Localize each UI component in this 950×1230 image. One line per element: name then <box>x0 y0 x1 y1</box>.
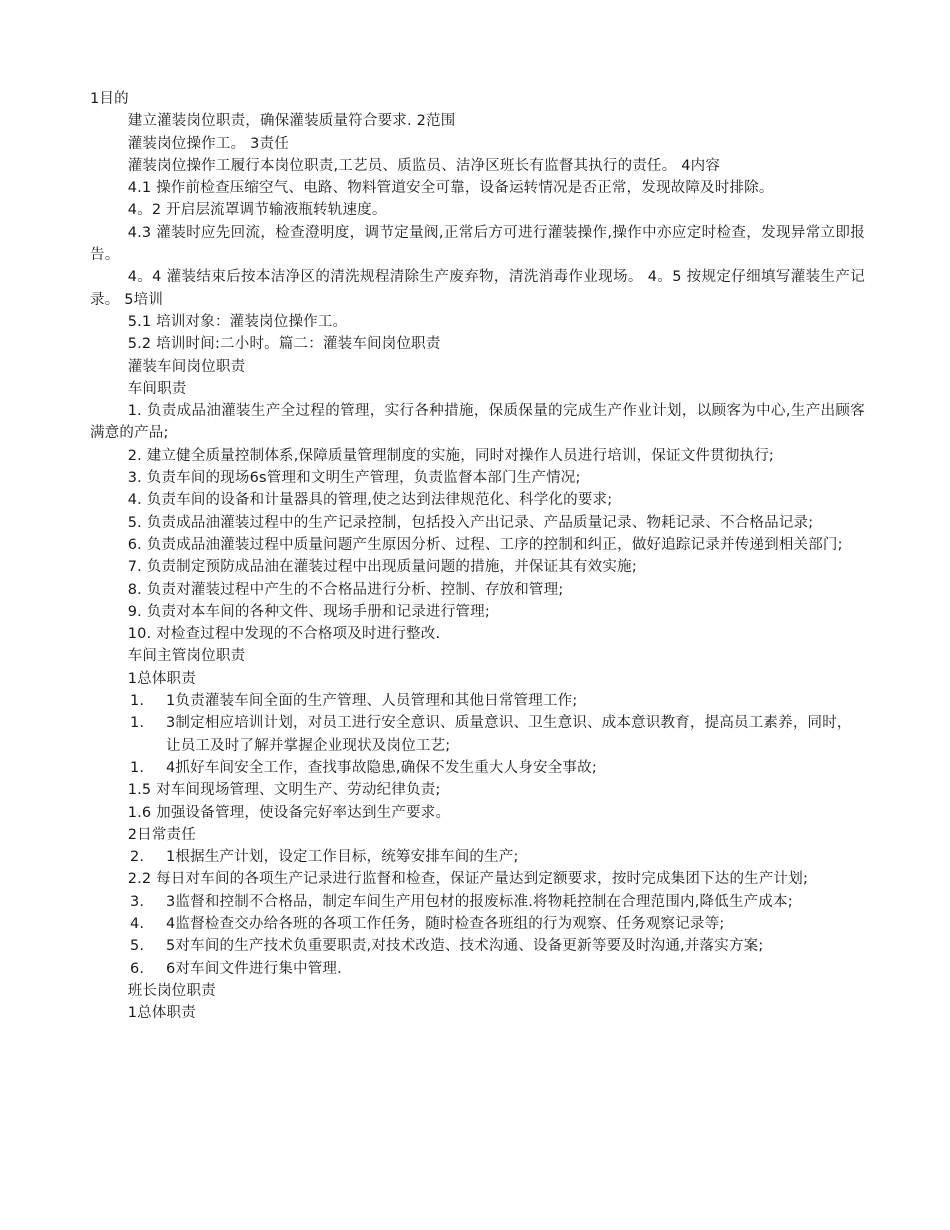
paragraph-text: 1.5 对车间现场管理、文明生产、劳动纪律负责; <box>127 782 441 799</box>
paragraph <box>90 88 865 110</box>
paragraph <box>90 868 865 890</box>
paragraph-text: 4.3 灌装时应先回流，检查澄明度，调节定量阀,正常后方可进行灌装操作,操作中亦应定时检查，发现异常立即报告。 <box>90 224 865 264</box>
paragraph <box>90 445 865 467</box>
paragraph-text: 4. 负责车间的设备和计量器具的管理,使之达到法律规范化、科学化的要求; <box>127 492 613 509</box>
paragraph <box>90 601 865 623</box>
paragraph-text: 车间主管岗位职责 <box>127 648 246 665</box>
paragraph <box>90 668 865 690</box>
paragraph-text: 1目的 <box>90 91 129 107</box>
paragraph-text: 4。4 灌装结束后按本洁净区的清洗规程清除生产废弃物，清洗消毒作业现场。 4。5 按规定仔细填写灌装生产记录。 5培训 <box>90 269 865 308</box>
paragraph-text: 6. 负责成品油灌装过程中质量问题产生原因分析、过程、工序的控制和纠正，做好追踪记录并传递到相关部门; <box>127 536 843 553</box>
paragraph <box>90 712 865 757</box>
paragraph-text: 1.6 加强设备管理，使设备完好率达到生产要求。 <box>127 804 451 821</box>
paragraph-text: 3. 负责车间的现场6s管理和文明生产管理，负责监督本部门生产情况; <box>127 470 581 487</box>
list-number: 6. <box>130 960 145 977</box>
paragraph-text: 2.2 每日对车间的各项生产记录进行监督和检查，保证产量达到定额要求，按时完成集团下达的生产计划; <box>127 871 809 888</box>
paragraph-text: 灌装岗位操作工履行本岗位职责,工艺员、质监员、洁净区班长有监督其执行的责任。 4内容 <box>127 157 721 174</box>
paragraph <box>90 958 865 980</box>
paragraph-text: 9. 负责对本车间的各种文件、现场手册和记录进行管理; <box>127 603 490 620</box>
paragraph <box>90 690 865 712</box>
paragraph-text: 1总体职责 <box>127 670 196 687</box>
list-number: 3. <box>130 893 145 910</box>
paragraph <box>90 534 865 556</box>
paragraph <box>90 133 865 155</box>
paragraph <box>90 400 865 445</box>
paragraph-text: 1. 负责成品油灌装生产全过程的管理，实行各种措施，保质保量的完成生产作业计划，以顾客为中心,生产出顾客满意的产品; <box>90 403 865 442</box>
paragraph <box>90 177 865 199</box>
paragraph-text: 2日常责任 <box>127 826 196 843</box>
paragraph <box>90 512 865 534</box>
list-number: 5. <box>130 938 145 955</box>
paragraph <box>90 1002 865 1024</box>
paragraph-text: 灌装岗位操作工。 3责任 <box>127 135 289 152</box>
paragraph-text: 3制定相应培训计划，对员工进行安全意识、质量意识、卫生意识、成本意识教育，提高员工素养，同时，让员工及时了解并掌握企业现状及岗位工艺; <box>166 715 852 754</box>
paragraph-text: 5. 负责成品油灌装过程中的生产记录控制，包括投入产出记录、产品质量记录、物耗记录、不合格品记录; <box>127 514 814 531</box>
paragraph <box>90 935 865 957</box>
paragraph <box>90 824 865 846</box>
list-number: 2. <box>130 849 145 866</box>
paragraph-text: 6对车间文件进行集中管理. <box>166 960 342 977</box>
paragraph <box>90 556 865 578</box>
paragraph <box>90 579 865 601</box>
paragraph <box>90 378 865 400</box>
paragraph-text: 4抓好车间安全工作，查找事故隐患,确保不发生重大人身安全事故; <box>166 759 597 776</box>
paragraph-text: 班长岗位职责 <box>127 982 216 999</box>
paragraph <box>90 333 865 355</box>
paragraph-text: 4监督检查交办给各班的各项工作任务，随时检查各班组的行为观察、任务观察记录等; <box>166 915 725 932</box>
list-number: 1. <box>130 693 145 710</box>
paragraph-text: 10. 对检查过程中发现的不合格项及时进行整改. <box>127 626 441 643</box>
paragraph-text: 1根据生产计划，设定工作目标，统筹安排车间的生产; <box>166 849 519 866</box>
paragraph <box>90 110 865 132</box>
paragraph <box>90 645 865 667</box>
paragraph <box>90 623 865 645</box>
paragraph-text: 灌装车间岗位职责 <box>127 358 246 375</box>
list-number: 1. <box>130 759 145 776</box>
document-body <box>90 88 865 1024</box>
paragraph-text: 4。2 开启层流罩调节输液瓶转轨速度。 <box>127 202 387 219</box>
paragraph <box>90 489 865 511</box>
paragraph <box>90 891 865 913</box>
list-number: 4. <box>130 915 145 932</box>
paragraph-text: 5.2 培训时间:二小时。篇二：灌装车间岗位职责 <box>127 336 441 353</box>
paragraph <box>90 802 865 824</box>
paragraph <box>90 913 865 935</box>
paragraph <box>90 467 865 489</box>
paragraph <box>90 266 865 311</box>
paragraph-text: 5.1 培训对象：灌装岗位操作工。 <box>127 313 348 330</box>
paragraph-text: 5对车间的生产技术负重要职责,对技术改造、技术沟通、设备更新等要及时沟通,并落实方案; <box>166 938 764 955</box>
list-number: 1. <box>130 715 145 732</box>
paragraph <box>90 155 865 177</box>
paragraph <box>90 199 865 221</box>
paragraph <box>90 980 865 1002</box>
paragraph-text: 1总体职责 <box>127 1005 196 1022</box>
paragraph <box>90 779 865 801</box>
paragraph-text: 8. 负责对灌装过程中产生的不合格品进行分析、控制、存放和管理; <box>127 581 564 598</box>
paragraph-text: 车间职责 <box>127 380 187 397</box>
paragraph-text: 建立灌装岗位职责，确保灌装质量符合要求. 2范围 <box>127 113 456 130</box>
paragraph <box>90 846 865 868</box>
paragraph-text: 1负责灌装车间全面的生产管理、人员管理和其他日常管理工作; <box>166 693 578 710</box>
paragraph-text: 4.1 操作前检查压缩空气、电路、物料管道安全可靠，设备运转情况是否正常，发现故障及时排除。 <box>127 180 774 197</box>
paragraph-text: 2. 建立健全质量控制体系,保障质量管理制度的实施，同时对操作人员进行培训，保证文件贯彻执行; <box>127 447 775 464</box>
paragraph <box>90 757 865 779</box>
paragraph <box>90 356 865 378</box>
paragraph <box>90 311 865 333</box>
paragraph <box>90 222 865 267</box>
paragraph-text: 3监督和控制不合格品，制定车间生产用包材的报废标准.将物耗控制在合理范围内,降低生产成本; <box>166 893 793 910</box>
paragraph-text: 7. 负责制定预防成品油在灌装过程中出现质量问题的措施，并保证其有效实施; <box>127 559 637 576</box>
